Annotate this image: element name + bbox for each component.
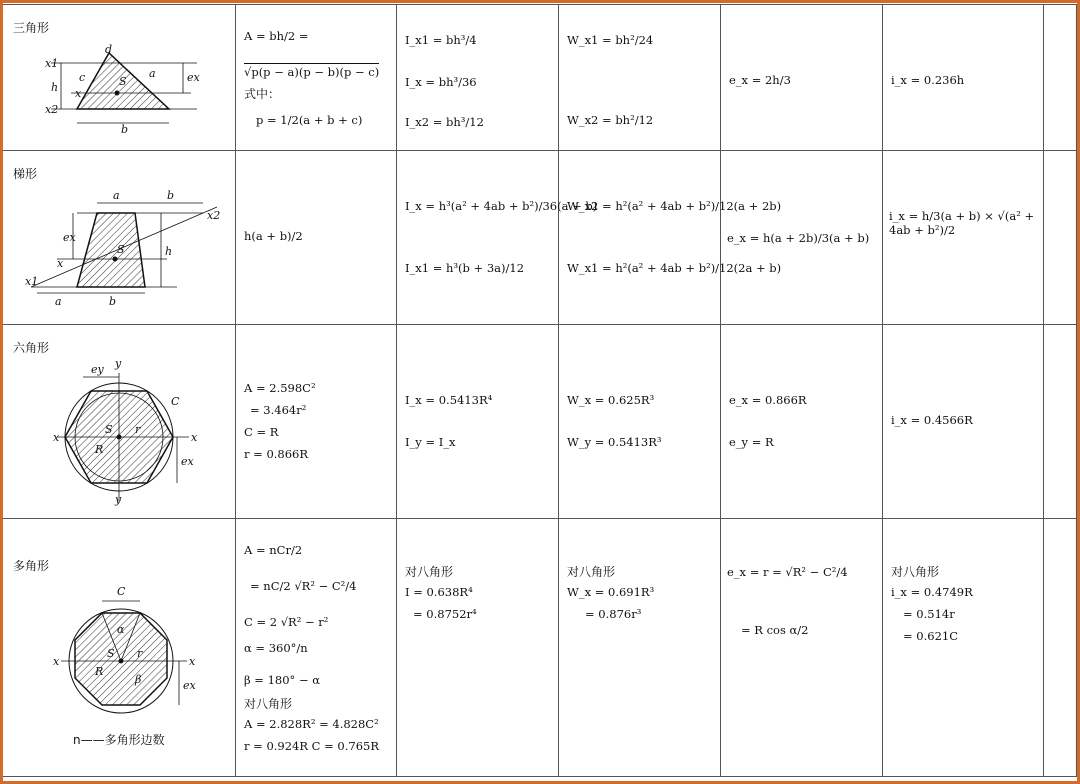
- table-row: [3, 5, 1077, 151]
- fig-label: r: [137, 647, 143, 660]
- fig-label: C: [171, 395, 180, 408]
- figure-caption: n——多角形边数: [73, 733, 165, 747]
- hexagon-diagram: [43, 355, 203, 505]
- table-row: [3, 151, 1077, 325]
- formula: = R cos α/2: [741, 623, 809, 637]
- formula: e_x = 2h/3: [729, 73, 791, 87]
- formula: A = bh/2 =: [244, 29, 309, 43]
- radius-cell: [883, 5, 1044, 151]
- radius-cell: [883, 325, 1044, 519]
- formula: α = 360°/n: [244, 641, 308, 655]
- formula: i_x = 0.236h: [891, 73, 965, 87]
- area-cell: [236, 5, 397, 151]
- centroid-cell: [721, 151, 883, 325]
- fig-label: b: [167, 189, 175, 202]
- formula: C = R: [244, 425, 279, 439]
- empty-cell: [1044, 519, 1077, 777]
- formula-note: 式中：: [244, 87, 281, 101]
- fig-label: r: [135, 423, 141, 436]
- centroid-cell: [721, 5, 883, 151]
- table-row: [3, 519, 1077, 777]
- radius-cell: [883, 519, 1044, 777]
- triangle-diagram: [31, 45, 211, 135]
- formula-note: 对八角形: [405, 565, 454, 579]
- formula: e_x = r = √R² − C²/4: [727, 565, 848, 579]
- formula: I_x = bh³/36: [405, 75, 477, 89]
- empty-cell: [1044, 325, 1077, 519]
- formula: W_x2 = h²(a² + 4ab + b²)/12(a + 2b): [567, 199, 782, 213]
- formula-note: 对八角形: [891, 565, 940, 579]
- empty-cell: [1044, 5, 1077, 151]
- shape-name: 多角形: [13, 559, 50, 573]
- fig-label: y: [115, 493, 122, 506]
- shape-name: 梯形: [13, 167, 38, 181]
- polygon-diagram: [47, 579, 207, 729]
- formula: e_x = 0.866R: [729, 393, 807, 407]
- fig-label: x1: [45, 57, 59, 70]
- formula: A = nCr/2: [244, 543, 303, 557]
- shape-cell: [3, 325, 236, 519]
- centroid-cell: [721, 325, 883, 519]
- area-cell: [236, 519, 397, 777]
- formula: = 0.621C: [903, 629, 959, 643]
- fig-label: S: [107, 647, 115, 660]
- formula: I_x = 0.5413R⁴: [405, 393, 493, 407]
- moment-cell: [397, 519, 559, 777]
- shape-cell: [3, 151, 236, 325]
- fig-label: x: [57, 257, 64, 270]
- radius-cell: [883, 151, 1044, 325]
- formula: = 0.876r³: [585, 607, 642, 621]
- fig-label: x2: [45, 103, 59, 116]
- formula: r = 0.924R C = 0.765R: [244, 739, 380, 753]
- shape-cell: [3, 5, 236, 151]
- fig-label: c: [79, 71, 86, 84]
- fig-label: a: [149, 67, 156, 80]
- fig-label: R: [95, 443, 104, 456]
- formula: I_y = I_x: [405, 435, 456, 449]
- formula: W_x = 0.691R³: [567, 585, 655, 599]
- formula: I_x2 = bh³/12: [405, 115, 484, 129]
- fig-label: S: [105, 423, 113, 436]
- formula: A = 2.828R² = 4.828C²: [244, 717, 379, 731]
- formula: = 3.464r²: [250, 403, 307, 417]
- fig-label: d: [105, 43, 113, 56]
- formula: I_x1 = h³(b + 3a)/12: [405, 261, 525, 275]
- formula: I = 0.638R⁴: [405, 585, 473, 599]
- fig-label: b: [109, 295, 117, 308]
- formula: I_x = h³(a² + 4ab + b²)/36(a + b): [405, 199, 598, 213]
- formula: √p(p − a)(p − b)(p − c): [244, 65, 380, 79]
- formula: = nC/2 √R² − C²/4: [250, 579, 357, 593]
- empty-cell: [1044, 151, 1077, 325]
- modulus-cell: [559, 151, 782, 325]
- formula: W_x1 = h²(a² + 4ab + b²)/12(2a + b): [567, 261, 782, 275]
- section-properties-table: [2, 4, 1077, 777]
- fig-label: C: [117, 585, 126, 598]
- fig-label: h: [165, 245, 173, 258]
- formula: h(a + b)/2: [244, 229, 303, 243]
- fig-label: b: [121, 123, 129, 136]
- formula-note: 对八角形: [567, 565, 616, 579]
- fig-label: α: [117, 623, 125, 636]
- formula: = 0.514r: [903, 607, 955, 621]
- fig-label: ex: [187, 71, 200, 84]
- moment-cell: [397, 325, 559, 519]
- fig-label: β: [135, 673, 142, 686]
- fig-label: x: [53, 431, 60, 444]
- formula: I_x1 = bh³/4: [405, 33, 477, 47]
- fig-label: a: [55, 295, 62, 308]
- table-row: [3, 325, 1077, 519]
- fig-label: x: [189, 655, 196, 668]
- modulus-cell: [559, 325, 721, 519]
- formula: r = 0.866R: [244, 447, 309, 461]
- formula-note: 对八角形: [244, 697, 293, 711]
- fig-label: ex: [63, 231, 76, 244]
- trapezoid-diagram: [17, 189, 227, 309]
- formula: C = 2 √R² − r²: [244, 615, 329, 629]
- formula: e_x = h(a + 2b)/3(a + b): [727, 231, 870, 245]
- modulus-cell: [559, 5, 721, 151]
- formula: W_x1 = bh²/24: [567, 33, 654, 47]
- fig-label: y: [115, 357, 122, 370]
- shape-cell: [3, 519, 236, 777]
- fig-label: a: [113, 189, 120, 202]
- fig-label: x: [75, 87, 82, 100]
- formula: p = 1/2(a + b + c): [256, 113, 363, 127]
- shape-name: 三角形: [13, 21, 50, 35]
- fig-label: x: [191, 431, 198, 444]
- fig-label: ex: [183, 679, 196, 692]
- modulus-cell: [559, 519, 721, 777]
- centroid-cell: [721, 519, 883, 777]
- formula: A = 2.598C²: [244, 381, 316, 395]
- fig-label: x: [53, 655, 60, 668]
- fig-label: ex: [181, 455, 194, 468]
- fig-label: x1: [25, 275, 39, 288]
- shape-name: 六角形: [13, 341, 50, 355]
- formula: i_x = h/3(a + b) × √(a² + 4ab + b²)/2: [889, 209, 1035, 238]
- formula: W_y = 0.5413R³: [567, 435, 662, 449]
- formula: i_x = 0.4749R: [891, 585, 973, 599]
- fig-label: S: [117, 243, 125, 256]
- formula: e_y = R: [729, 435, 774, 449]
- fig-label: R: [95, 665, 104, 678]
- moment-cell: [397, 151, 598, 325]
- formula: W_x = 0.625R³: [567, 393, 655, 407]
- formula: i_x = 0.4566R: [891, 413, 973, 427]
- formula: = 0.8752r⁴: [413, 607, 477, 621]
- area-cell: [236, 151, 397, 325]
- fig-label: ey: [91, 363, 104, 376]
- area-cell: [236, 325, 397, 519]
- moment-cell: [397, 5, 559, 151]
- fig-label: h: [51, 81, 59, 94]
- formula: β = 180° − α: [244, 673, 321, 687]
- fig-label: S: [119, 75, 127, 88]
- formula: W_x2 = bh²/12: [567, 113, 654, 127]
- fig-label: x2: [207, 209, 221, 222]
